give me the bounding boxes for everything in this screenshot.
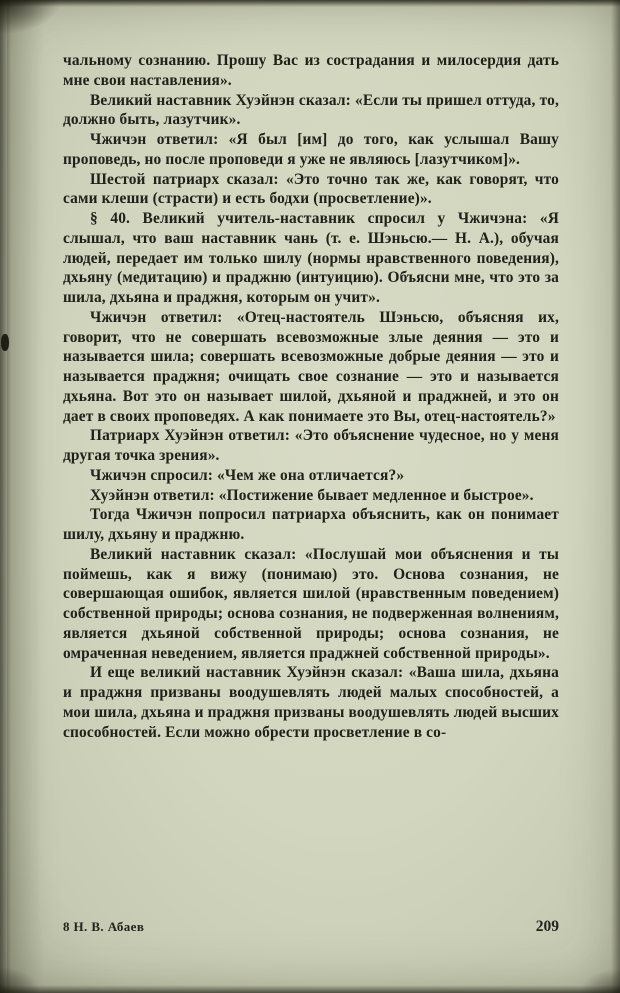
paragraph: Тогда Чжичэн попросил патриарха объяснить, как он понимает шилу, дхьяну и праджню. <box>63 506 559 543</box>
paragraph: чальному сознанию. Прошу Вас из сострадания и милосердия дать мне свои наставления». <box>63 52 559 89</box>
paragraph: Хуэйнэн ответил: «Постижение бывает медленное и быстрое». <box>90 486 534 504</box>
top-edge-shadow <box>0 0 620 7</box>
paragraph: Чжичэн ответил: «Отец-настоятель Шэньсю, объясняя их, говорит, что не совершать всевозможные злые деяния — это и называется шила; совершать всевозможные добрые деяния — это и называется праджня; очищать свое сознание — это и называется дхьяна. Вот это он называет шилой, дхьяной и праджней, и это он дает в своих проповедях. А как понимаете это Вы, отец-настоятель?» <box>63 308 559 425</box>
page-footer <box>63 918 559 936</box>
paragraph: Великий наставник сказал: «Послушай мои объяснения и ты поймешь, как я вижу (понимаю) это. Основа сознания, не совершающая ошибок, является шилой (нравственным поведением) собственной природы; основа сознания, не подверженная волнениям, является дхьяной собственной природы; основа сознания, не омраченная неведением, является праджней собственной природы». <box>63 545 559 662</box>
binding-shadow <box>7 0 45 993</box>
top-left-corner-shadow <box>0 0 60 34</box>
paragraph: И еще великий наставник Хуэйнэн сказал: «Ваша шила, дхьяна и праджня призваны воодушевлять людей малых способностей, а мои шила, дхьяна и праджня призваны воодушевлять людей высших способностей. Если можно обрести просветление в со- <box>63 664 559 741</box>
page-number: 209 <box>535 918 559 935</box>
right-edge-shadow <box>611 0 620 993</box>
bottom-left-corner-shadow <box>0 967 40 993</box>
paragraph: Чжичэн спросил: «Чем же она отличается?» <box>90 466 405 484</box>
paragraph: § 40. Великий учитель-наставник спросил у Чжичэна: «Я слышал, что ваш наставник чань (т. е. Шэньсю.— Н. А.), обучая людей, передает им только шилу (нормы нравственного поведения), дхьяну (медитацию) и праджню (интуицию). Объясни мне, что это за шила, дхьяна и праджня, которым он учит». <box>63 210 559 306</box>
paragraph: Чжичэн ответил: «Я был [им] до того, как услышал Вашу проповедь, но после проповеди я уже не являюсь [лазутчиком]». <box>63 131 559 168</box>
bottom-right-corner-shadow <box>580 969 620 993</box>
footer-signature: 8 Н. В. Абаев <box>63 919 145 934</box>
paragraph: Шестой патриарх сказал: «Это точно так же, как говорят, что сами клеши (страсти) и есть бодхи (просветление)». <box>63 170 559 208</box>
text-block <box>63 51 559 742</box>
left-edge-shadow <box>0 0 11 993</box>
paragraph: Великий наставник Хуэйнэн сказал: «Если ты пришел оттуда, то, должно быть, лазутчик». <box>63 91 559 129</box>
bottom-edge-shadow <box>0 985 620 993</box>
paragraph: Патриарх Хуэйнэн ответил: «Это объяснение чудесное, но у меня другая точка зрения». <box>63 427 559 464</box>
